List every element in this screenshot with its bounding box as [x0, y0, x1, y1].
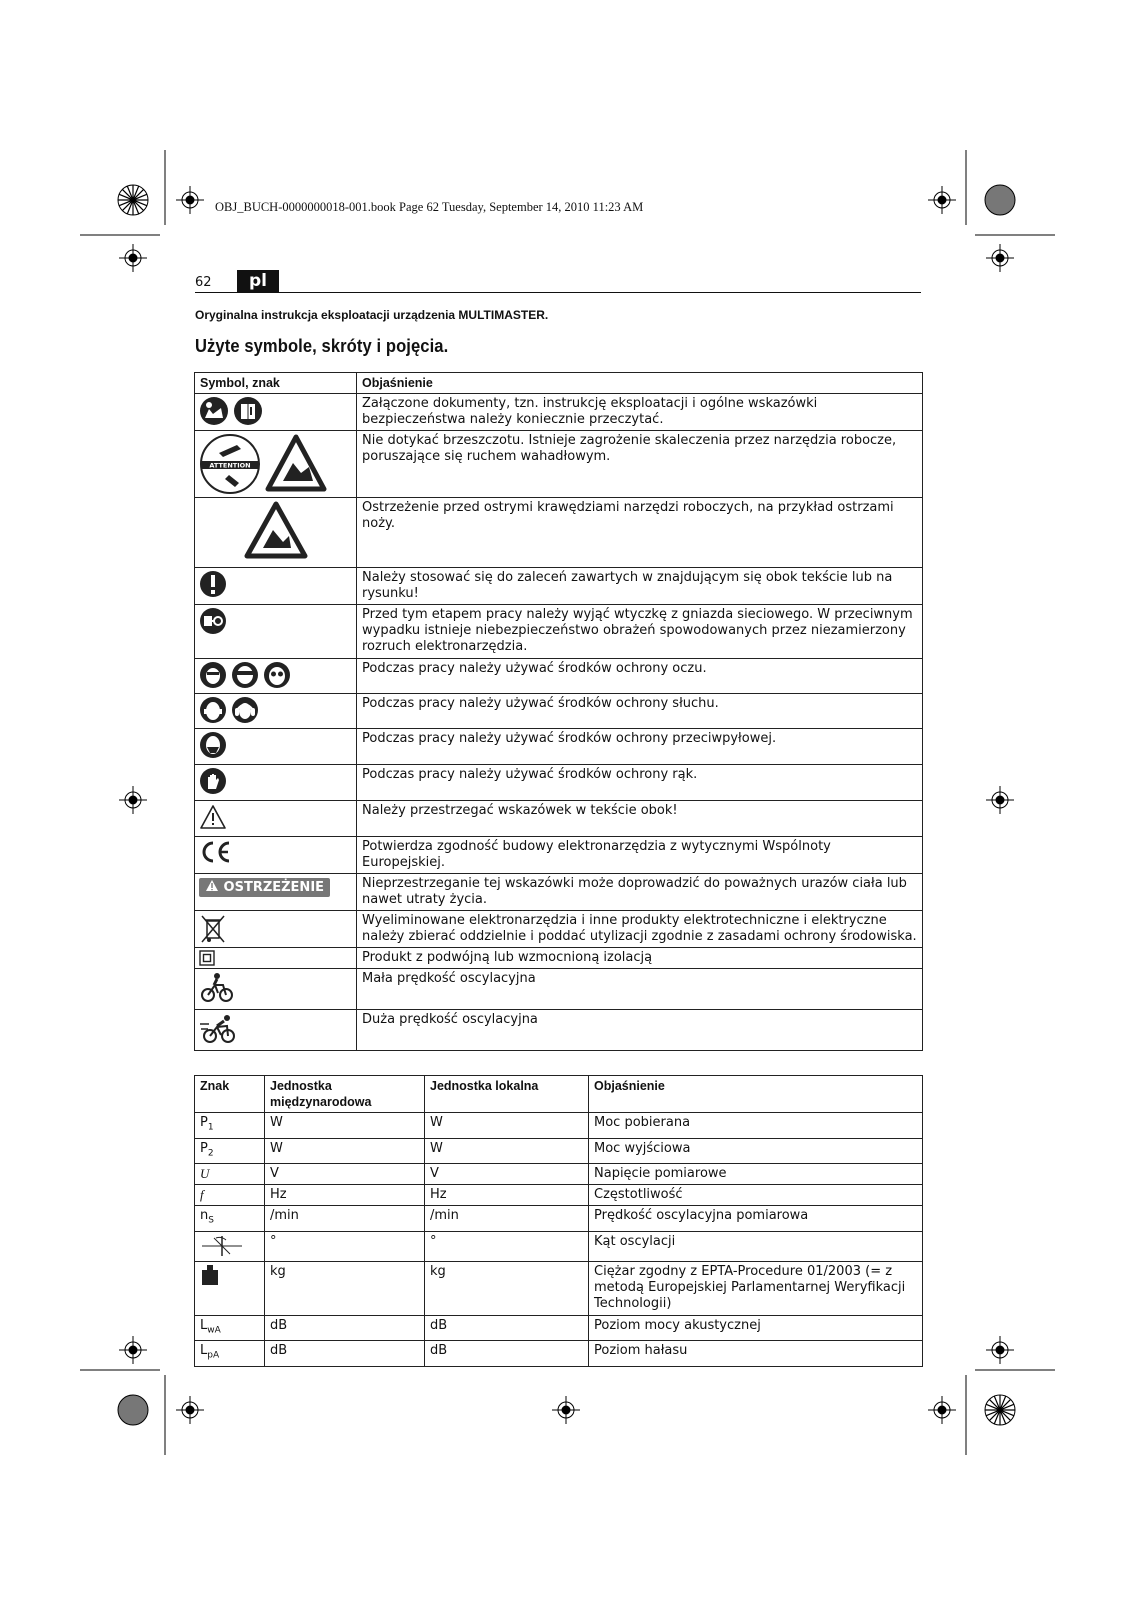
oscillation-angle-icon: [200, 1234, 244, 1258]
column-header: Objaśnienie: [589, 1076, 923, 1113]
table-row: [195, 874, 923, 911]
table-row: [195, 1341, 923, 1367]
column-header: Znak: [195, 1076, 265, 1113]
gloves-icon: [199, 767, 227, 795]
explanation-cell: Podczas pracy należy używać środków ochrony oczu.: [357, 659, 923, 694]
table-row: [195, 911, 923, 948]
ear-muffs-icon: [231, 696, 259, 724]
explanation-cell: Potwierdza zgodność budowy elektronarzędzia z wytycznymi Wspólnoty Europejskiej.: [357, 837, 923, 874]
explanation-cell: Ciężar zgodny z EPTA-Procedure 01/2003 (= z metodą Europejskiej Parlamentarnej Weryfikacji Technologii): [589, 1261, 923, 1315]
symbol-cell: [195, 605, 357, 659]
symbol-cell: [195, 874, 357, 911]
intl-unit-cell: kg: [265, 1261, 425, 1315]
explanation-cell: Częstotliwość: [589, 1185, 923, 1206]
explanation-cell: Mała prędkość oscylacyjna: [357, 969, 923, 1010]
symbol-cell: [195, 729, 357, 765]
table-row: [195, 1185, 923, 1206]
table-row: [195, 948, 923, 969]
table-row: [195, 605, 923, 659]
explanation-cell: Podczas pracy należy używać środków ochrony przeciwpyłowej.: [357, 729, 923, 765]
sharp-edge-warning-icon: [243, 500, 309, 562]
local-unit-cell: W: [425, 1113, 589, 1139]
language-badge: pl: [237, 270, 279, 292]
explanation-cell: Nie dotykać brzeszczotu. Istnieje zagrożenie skaleczenia przez narzędzia robocze, poruszające się ruchem wahadłowym.: [357, 431, 923, 498]
explanation-cell: Nieprzestrzeganie tej wskazówki może doprowadzić do poważnych urazów ciała lub nawet utraty życia.: [357, 874, 923, 911]
explanation-cell: Prędkość oscylacyjna pomiarowa: [589, 1206, 923, 1232]
table-row: [195, 431, 923, 498]
symbol-cell: [195, 837, 357, 874]
local-unit-cell: W: [425, 1138, 589, 1164]
book-file-line: OBJ_BUCH-0000000018-001.book Page 62 Tuesday, September 14, 2010 11:23 AM: [215, 200, 644, 214]
table-row: [195, 1231, 923, 1261]
table-row: [195, 659, 923, 694]
explanation-cell: Poziom mocy akustycznej: [589, 1315, 923, 1341]
symbol-cell: [195, 694, 357, 729]
symbol-cell: [195, 431, 357, 498]
explanation-cell: Podczas pracy należy używać środków ochrony rąk.: [357, 765, 923, 801]
symbol-cell: [195, 948, 357, 969]
units-table: [194, 1075, 923, 1367]
table-row: [195, 801, 923, 837]
symbol-cell: [195, 1010, 357, 1051]
explanation-cell: Należy przestrzegać wskazówek w tekście obok!: [357, 801, 923, 837]
warning-badge-triangle-icon: [205, 879, 219, 892]
explanation-cell: Załączone dokumenty, tzn. instrukcję eksploatacji i ogólne wskazówki bezpieczeństwa należy koniecznie przeczytać.: [357, 394, 923, 431]
column-header: Symbol, znak: [195, 373, 357, 394]
symbol-cell: [195, 969, 357, 1010]
column-header: Objaśnienie: [357, 373, 923, 394]
table-row: [195, 1164, 923, 1185]
explanation-cell: Napięcie pomiarowe: [589, 1164, 923, 1185]
explanation-cell: Duża prędkość oscylacyjna: [357, 1010, 923, 1051]
symbol-cell: U: [195, 1164, 265, 1185]
page-number: 62: [195, 275, 212, 290]
ce-mark-icon: [199, 839, 233, 865]
intl-unit-cell: /min: [265, 1206, 425, 1232]
weight-icon: [200, 1264, 220, 1286]
intl-unit-cell: dB: [265, 1341, 425, 1367]
intl-unit-cell: W: [265, 1138, 425, 1164]
symbol-cell: [195, 911, 357, 948]
column-header: Jednostka lokalna: [425, 1076, 589, 1113]
explanation-cell: Należy stosować się do zaleceń zawartych w znajdującym się obok tekście lub na rysunku!: [357, 568, 923, 605]
table-row: [195, 1010, 923, 1051]
intl-unit-cell: W: [265, 1113, 425, 1139]
explanation-cell: Przed tym etapem pracy należy wyjąć wtyczkę z gniazda sieciowego. W przeciwnym wypadku istnieje niebezpieczeństwo obrażeń spowodowanych przez niezamierzony rozruch elektronarzędzia.: [357, 605, 923, 659]
table-row: [195, 394, 923, 431]
safety-goggles-icon: [231, 661, 259, 689]
explanation-cell: Produkt z podwójną lub wzmocnioną izolacją: [357, 948, 923, 969]
local-unit-cell: dB: [425, 1341, 589, 1367]
symbols-header-row: [195, 373, 923, 394]
explanation-cell: Moc wyjściowa: [589, 1138, 923, 1164]
face-shield-icon: [199, 661, 227, 689]
fast-cyclist-icon: [199, 1012, 239, 1046]
symbol-cell: [195, 765, 357, 801]
svg-text:ATTENTION: ATTENTION: [209, 461, 251, 470]
intl-unit-cell: dB: [265, 1315, 425, 1341]
symbol-cell: [195, 394, 357, 431]
symbol-cell: $L_{pA}$: [195, 1341, 265, 1367]
intl-unit-cell: Hz: [265, 1185, 425, 1206]
document-subtitle: Oryginalna instrukcja eksploatacji urządzenia MULTIMASTER.: [195, 308, 549, 322]
table-row: [195, 729, 923, 765]
local-unit-cell: V: [425, 1164, 589, 1185]
badge-label: OSTRZEŻENIE: [223, 880, 325, 895]
local-unit-cell: °: [425, 1231, 589, 1261]
table-row: [195, 694, 923, 729]
units-header-row: [195, 1076, 923, 1113]
table-row: [195, 1113, 923, 1139]
table-row: [195, 568, 923, 605]
table-row: [195, 1261, 923, 1315]
caution-triangle-icon: [199, 803, 227, 831]
header-rule: [195, 292, 921, 293]
symbol-cell: f: [195, 1185, 265, 1206]
explanation-cell: Ostrzeżenie przed ostrymi krawędziami narzędzi roboczych, na przykład ostrzami noży.: [357, 498, 923, 568]
symbol-cell: $P_1$: [195, 1113, 265, 1139]
ostrzezenie-badge: [199, 878, 330, 897]
crossed-bin-icon: [199, 913, 227, 945]
symbol-cell: [195, 568, 357, 605]
table-row: [195, 498, 923, 568]
unplug-icon: [199, 607, 227, 635]
symbols-table: [194, 372, 923, 1051]
explanation-cell: Podczas pracy należy używać środków ochrony słuchu.: [357, 694, 923, 729]
ear-plugs-icon: [199, 696, 227, 724]
symbol-cell: [195, 1231, 265, 1261]
symbol-cell: [195, 801, 357, 837]
page-title: Użyte symbole, skróty i pojęcia.: [195, 336, 449, 356]
exclamation-icon: [199, 570, 227, 598]
intl-unit-cell: °: [265, 1231, 425, 1261]
explanation-cell: Poziom hałasu: [589, 1341, 923, 1367]
symbol-cell: $n_S$: [195, 1206, 265, 1232]
warning-triangle-hand-icon: [265, 433, 327, 495]
double-insulation-icon: [199, 950, 215, 966]
symbol-cell: $P_2$: [195, 1138, 265, 1164]
explanation-cell: Wyeliminowane elektronarzędzia i inne produkty elektrotechniczne i elektryczne należy zbierać oddzielnie i poddać utylizacji zgodnie z zasadami ochrony środowiska.: [357, 911, 923, 948]
symbol-cell: [195, 659, 357, 694]
local-unit-cell: kg: [425, 1261, 589, 1315]
book-icon: [233, 396, 263, 426]
table-row: [195, 1206, 923, 1232]
slow-cyclist-icon: [199, 971, 235, 1005]
safety-glasses-icon: [263, 661, 291, 689]
local-unit-cell: /min: [425, 1206, 589, 1232]
table-row: [195, 1315, 923, 1341]
attention-blade-icon: [199, 433, 261, 495]
symbol-cell: [195, 1261, 265, 1315]
intl-unit-cell: V: [265, 1164, 425, 1185]
table-row: [195, 765, 923, 801]
column-header: Jednostka międzynarodowa: [265, 1076, 425, 1113]
table-row: [195, 1138, 923, 1164]
symbol-cell: [195, 498, 357, 568]
explanation-cell: Moc pobierana: [589, 1113, 923, 1139]
local-unit-cell: dB: [425, 1315, 589, 1341]
local-unit-cell: Hz: [425, 1185, 589, 1206]
explanation-cell: Kąt oscylacji: [589, 1231, 923, 1261]
table-row: [195, 969, 923, 1010]
symbol-cell: $L_{wA}$: [195, 1315, 265, 1341]
dust-mask-icon: [199, 731, 227, 759]
read-manual-icon: [199, 396, 229, 426]
table-row: [195, 837, 923, 874]
